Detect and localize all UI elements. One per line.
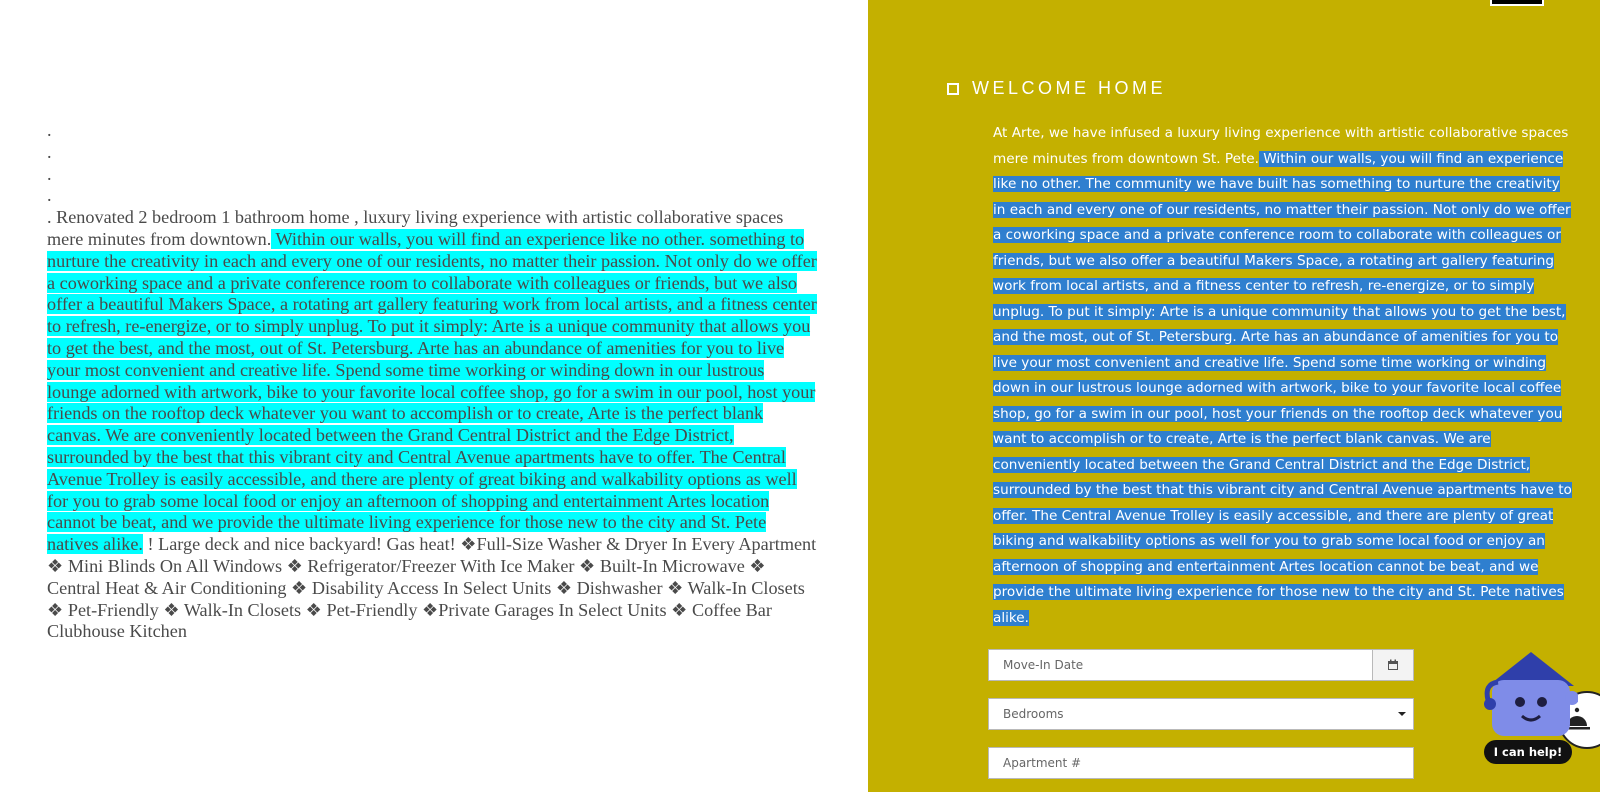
highlighted-text: Within our walls, you will find an experience like no other. something to nurture the creativity in each and every one of our residents, no matter their passion. Not only do we offer a coworking space and a private conference room to collaborate with colleagues or friends, but we also offer a beautiful Makers Space, a rotating art gallery featuring work from local artists, and a fitness center to refresh, re-energize, or to simply unplug. To put it simply: Arte is a unique community that allows you to get the best, and the most, out of St. Petersburg. Arte has an abundance of amenities for you to live your most convenient and creative life. Spend some time working or winding down in our lustrous lounge adorned with artwork, bike to your favorite local coffee shop, go for a swim in our pool, host your friends on the rooftop deck whatever you want to accomplish or to create, Arte is the perfect blank canvas. We are conveniently located between the Grand Central District and the Edge District, surrounded by the best that this vibrant city and Central Avenue apartments have to offer. The Central Avenue Trolley is easily accessible, and there are plenty of great biking and walkability options as well for you to grab some local food or enjoy an afternoon of shopping and entertainment Artes location cannot be beat, and we provide the ultimate living experience for those new to the city and St. Pete natives alike. xyxy=(47,228,817,555)
chat-help-bubble[interactable] xyxy=(1484,740,1572,764)
welcome-text xyxy=(993,121,1573,631)
square-bullet-icon xyxy=(947,83,959,95)
apartment-placeholder: Apartment # xyxy=(1003,756,1082,770)
welcome-title: WELCOME HOME xyxy=(972,78,1167,98)
bedrooms-value: Bedrooms xyxy=(1003,707,1064,721)
move-in-placeholder: Move-In Date xyxy=(1003,658,1084,672)
calendar-button[interactable] xyxy=(1372,650,1413,680)
dot-line: . xyxy=(47,120,52,140)
chat-help-label: I can help! xyxy=(1493,745,1563,759)
dot-line: . xyxy=(47,185,52,206)
bedrooms-select[interactable] xyxy=(988,698,1414,730)
apartment-input[interactable] xyxy=(988,747,1414,779)
welcome-intro: At Arte, we have infused a luxury living experience with artistic collaborative spaces mere minutes from downtown St. Pete. xyxy=(993,125,1569,167)
top-corner-box xyxy=(1490,0,1544,6)
description-intro: . Renovated 2 bedroom 1 bathroom home , luxury living experience with artistic collaborative spaces mere minutes from downtown. xyxy=(47,207,784,249)
welcome-header xyxy=(947,78,1166,99)
dot-line: . xyxy=(47,163,52,184)
listing-description xyxy=(47,120,817,643)
chatbot-house-icon[interactable] xyxy=(1484,650,1578,742)
calendar-icon xyxy=(1387,659,1399,671)
chevron-down-icon xyxy=(1398,712,1406,716)
amenities-text: ! Large deck and nice backyard! Gas heat! ❖Full-Size Washer & Dryer In Every Apartment ❖ Mini Blinds On All Windows ❖ Refrigerator/Freezer With Ice Maker ❖ Built-In Microwave ❖ Central Heat & Air Conditioning ❖ Disability Access In Select Units ❖ Dishwasher ❖ Walk-In Closets ❖ Pet-Friendly ❖ Walk-In Closets ❖ Pet-Friendly ❖Private Garages In Select Units ❖ Coffee Bar Clubhouse Kitchen xyxy=(47,534,817,642)
move-in-date-input[interactable] xyxy=(988,649,1414,681)
selected-text: Within our walls, you will find an experience like no other. The community we have built has something to nurture the creativity in each and every one of our residents, no matter their passion. Not only do we offer a coworking space and a private conference room to collaborate with colleagues or friends, but we also offer a beautiful Makers Space, a rotating art gallery featuring work from local artists, and a fitness center to refresh, re-energize, or to simply unplug. To put it simply: Arte is a unique community that allows you to get the best, and the most, out of St. Petersburg. Arte has an abundance of amenities for you to live your most convenient and creative life. Spend some time working or winding down in our lustrous lounge adorned with artwork, bike to your favorite local coffee shop, go for a swim in our pool, host your friends on the rooftop deck whatever you want to accomplish or to create, Arte is the perfect blank canvas. We are conveniently located between the Grand Central District and the Edge District, surrounded by the best that this vibrant city and Central Avenue apartments have to offer. The Central Avenue Trolley is easily accessible, and there are plenty of great biking and walkability options as well for you to grab some local food or enjoy an afternoon of shopping and entertainment Artes location cannot be beat, and we provide the ultimate living experience for those new to the city and St. Pete natives alike. xyxy=(993,150,1572,626)
dot-line: . xyxy=(47,141,52,162)
